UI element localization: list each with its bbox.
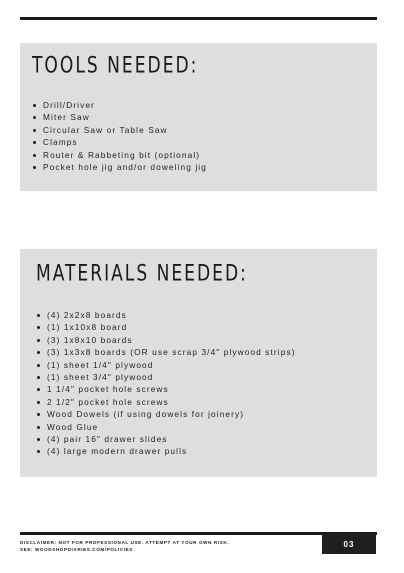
list-item: (4) 2x2x8 boards: [36, 309, 296, 321]
list-item: 1 1/4" pocket hole screws: [36, 383, 296, 395]
materials-list: [36, 309, 296, 458]
list-item: Router & Rabbeting bit (optional): [32, 149, 207, 161]
tools-needed-section: [20, 43, 377, 191]
disclaimer-line: DISCLAIMER: NOT FOR PROFESSIONAL USE. ATTEMPT AT YOUR OWN RISK.: [20, 540, 230, 545]
materials-heading: MATERIALS NEEDED:: [36, 261, 248, 287]
disclaimer: [20, 539, 229, 553]
list-item: (3) 1x3x8 boards (OR use scrap 3/4" plywood strips): [36, 346, 296, 358]
tools-heading: TOOLS NEEDED:: [32, 53, 199, 79]
list-item: Pocket hole jig and/or doweling jig: [32, 161, 207, 173]
page-number-badge: 03: [322, 534, 376, 554]
list-item: (1) sheet 1/4" plywood: [36, 359, 296, 371]
list-item: Drill/Driver: [32, 99, 207, 111]
list-item: (3) 1x8x10 boards: [36, 334, 296, 346]
list-item: Wood Glue: [36, 421, 296, 433]
list-item: (1) 1x10x8 board: [36, 321, 296, 333]
top-divider: [20, 17, 377, 20]
list-item: Clamps: [32, 136, 207, 148]
list-item: Miter Saw: [32, 111, 207, 123]
materials-needed-section: [20, 249, 377, 477]
list-item: Circular Saw or Table Saw: [32, 124, 207, 136]
list-item: Wood Dowels (if using dowels for joinery): [36, 408, 296, 420]
policies-link[interactable]: SEE: WOODSHOPDIARIES.COM/POLICIES: [20, 547, 133, 552]
tools-list: [32, 99, 207, 173]
list-item: 2 1/2" pocket hole screws: [36, 396, 296, 408]
list-item: (4) pair 16" drawer slides: [36, 433, 296, 445]
list-item: (1) sheet 3/4" plywood: [36, 371, 296, 383]
list-item: (4) large modern drawer pulls: [36, 445, 296, 457]
